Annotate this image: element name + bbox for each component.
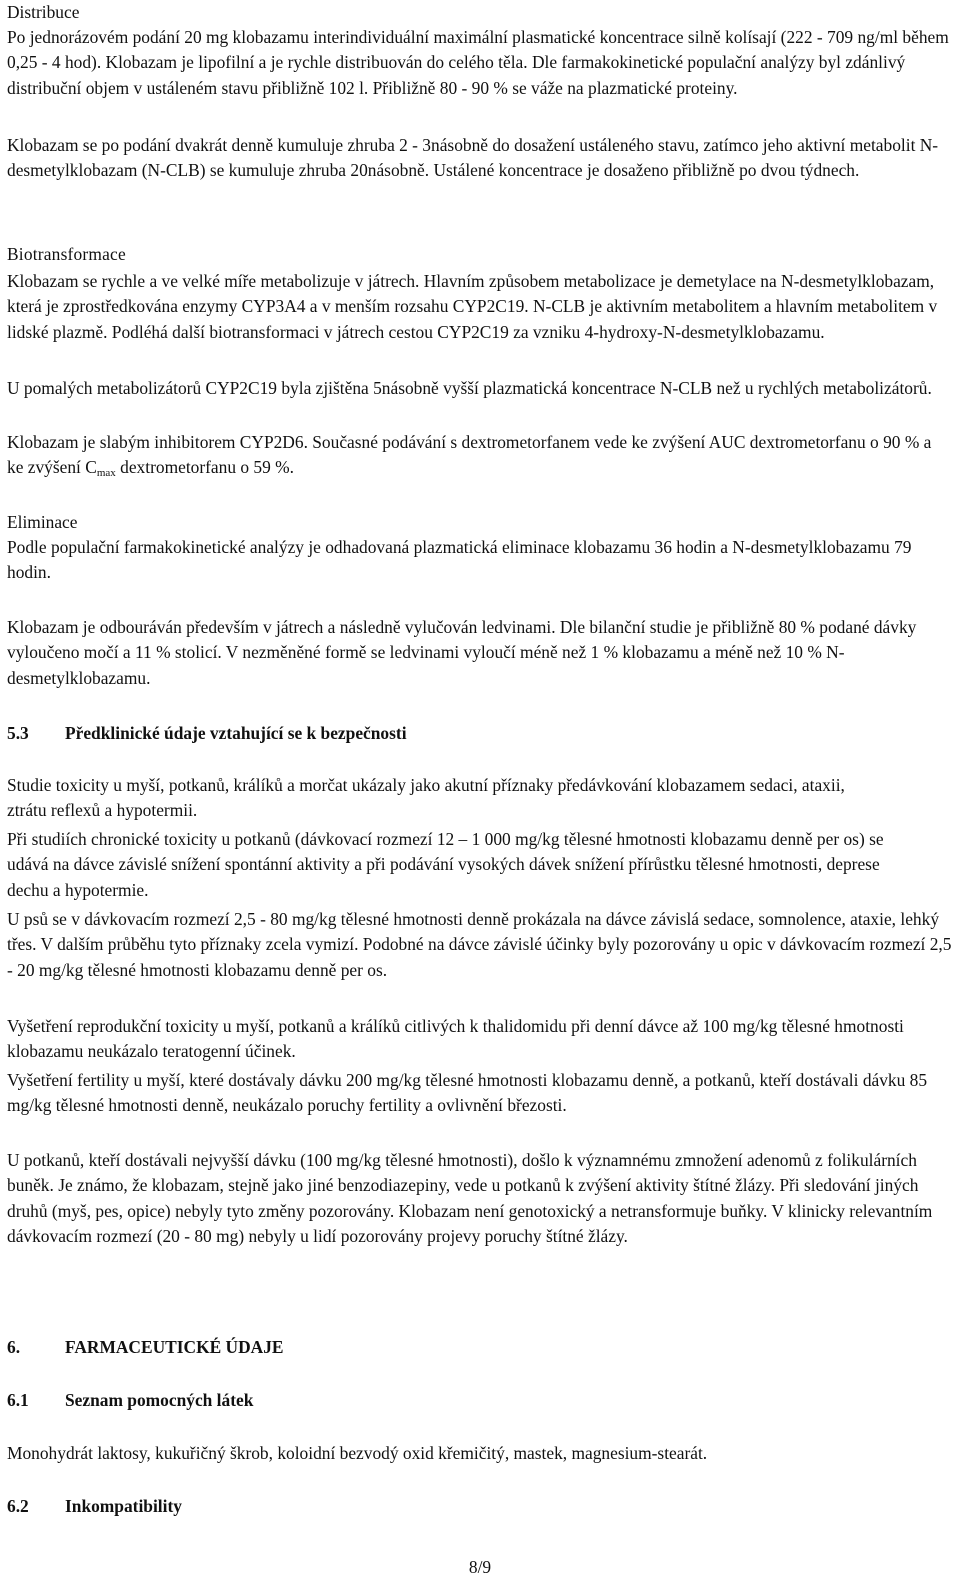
biotransformation-paragraph-2: U pomalých metabolizátorů CYP2C19 byla zjištěna 5násobně vyšší plazmatická koncentrace N-CLB než u rychlých metabolizátorů. bbox=[7, 378, 932, 398]
biotransformation-paragraph-3 bbox=[7, 430, 947, 481]
distribution-paragraph-2: Klobazam se po podání dvakrát denně kumuluje zhruba 2 - 3násobně do dosažení ustáleného stavu, zatímco jeho aktivní metabolit N-desmetylklobazam (N-CLB) se kumuluje zhruba 20násobně. Ustálené koncentrace je dosaženo přibližně po dvou týdnech. bbox=[7, 135, 939, 181]
section-number: 6.2 bbox=[7, 1496, 29, 1516]
biotransformation-paragraph-1: Klobazam se rychle a ve velké míře metabolizuje v játrech. Hlavním způsobem metabolizace je demetylace na N-desmetylklobazam, která je zprostředkována enzymy CYP3A4 a v menším rozsahu CYP2C19. N-CLB je aktivním metabolitem a hlavním metabolitem v lidské plazmě. Podléhá další biotransformaci v játrech cestou CYP2C19 za vzniku 4-hydroxy-N-desmetylklobazamu. bbox=[7, 271, 938, 342]
excipients-paragraph: Monohydrát laktosy, kukuřičný škrob, koloidní bezvodý oxid křemičitý, mastek, magnesium-stearát. bbox=[7, 1443, 708, 1463]
preclinical-paragraph-3: U psů se v dávkovacím rozmezí 2,5 - 80 mg/kg tělesné hmotnosti denně prokázala na dávce závislá sedace, somnolence, ataxie, lehký třes. V dalším průběhu tyto příznaky zcela vymizí. Podobné na dávce závislé účinky byly pozorovány u opic v dávkovacím rozmezí 2,5 - 20 mg/kg tělesné hmotnosti klobazamu denně per os. bbox=[7, 909, 952, 980]
section-5-3-heading bbox=[7, 721, 407, 746]
preclinical-paragraph-6: U potkanů, kteří dostávali nejvyšší dávku (100 mg/kg tělesné hmotnosti), došlo k významnému zmnožení adenomů z folikulárních buněk. Je známo, že klobazam, stejně jako jiné benzodiazepiny, vede u potkanů k zvýšení aktivity štítné žlázy. Při sledování jiných druhů (myš, pes, opice) nebyly tyto změny pozorovány. Klobazam není genotoxický a netransformuje buňky. V klinicky relevantním dávkovacím rozmezí (20 - 80 mg) nebyly u lidí pozorovány projevy poruchy štítné žlázy. bbox=[7, 1150, 933, 1246]
preclinical-paragraph-4: Vyšetření reprodukční toxicity u myší, potkanů a králíků citlivých k thalidomidu při denní dávce až 100 mg/kg tělesné hmotnosti klobazamu neukázalo teratogenní účinek. bbox=[7, 1016, 904, 1062]
section-6-heading bbox=[7, 1335, 284, 1360]
section-title: FARMACEUTICKÉ ÚDAJE bbox=[65, 1337, 284, 1357]
preclinical-paragraph-1: Studie toxicity u myší, potkanů, králíků a morčat ukázaly jako akutní příznaky předávkování klobazamem sedaci, ataxii, ztrátu reflexů a hypotermii. bbox=[7, 775, 845, 821]
elimination-paragraph-1: Podle populační farmakokinetické analýzy je odhadovaná plazmatická eliminace klobazamu 36 hodin a N-desmetylklobazamu 79 hodin. bbox=[7, 537, 912, 583]
elimination-heading: Eliminace bbox=[7, 512, 78, 532]
section-title: Seznam pomocných látek bbox=[65, 1390, 254, 1410]
section-title: Předklinické údaje vztahující se k bezpečnosti bbox=[65, 723, 407, 743]
biotransformation-paragraph-3-text-a: Klobazam je slabým inhibitorem CYP2D6. Současné podávání s dextrometorfanem vede ke zvýšení AUC dextrometorfanu o 90 % a ke zvýšení C bbox=[7, 432, 932, 478]
section-number: 6.1 bbox=[7, 1390, 29, 1410]
distribution-paragraph-1: Po jednorázovém podání 20 mg klobazamu interindividuální maximální plasmatické koncentrace silně kolísají (222 - 709 ng/ml během 0,25 - 4 hod). Klobazam je lipofilní a je rychle distribuován do celého těla. Dle farmakokinetické populační analýzy byl zdánlivý distribuční objem v ustáleném stavu přibližně 102 l. Přibližně 80 - 90 % se váže na plazmatické proteiny. bbox=[7, 27, 949, 98]
preclinical-paragraph-2: Při studiích chronické toxicity u potkanů (dávkovací rozmezí 12 – 1 000 mg/kg tělesné hmotnosti klobazamu denně per os) se udává na dávce závislé snížení spontánní aktivity a při podávání vysokých dávek snížení přírůstku tělesné hmotnosti, deprese dechu a hypotermie. bbox=[7, 829, 884, 900]
section-6-2-heading bbox=[7, 1494, 182, 1519]
section-title: Inkompatibility bbox=[65, 1496, 182, 1516]
distribution-heading: Distribuce bbox=[7, 2, 80, 22]
section-6-1-heading bbox=[7, 1388, 253, 1413]
preclinical-paragraph-5: Vyšetření fertility u myší, které dostávaly dávku 200 mg/kg tělesné hmotnosti klobazamu denně, a potkanů, kteří dostávali dávku 85 mg/kg tělesné hmotnosti denně, neukázalo poruchy fertility a ovlivnění březosti. bbox=[7, 1070, 928, 1116]
biotransformation-heading: Biotransformace bbox=[7, 244, 126, 264]
cmax-subscript: max bbox=[96, 467, 116, 480]
page-number: 8/9 bbox=[468, 1557, 492, 1577]
biotransformation-paragraph-3-text-b: dextrometorfanu o 59 %. bbox=[115, 457, 294, 478]
elimination-paragraph-2: Klobazam je odbouráván především v játrech a následně vylučován ledvinami. Dle bilanční studie je přibližně 80 % podané dávky vyloučeno močí a 11 % stolicí. V nezměněné formě se ledvinami vyloučí méně než 1 % klobazamu a méně než 10 % N-desmetylklobazamu. bbox=[7, 617, 917, 688]
section-number: 6. bbox=[7, 1337, 21, 1357]
section-number: 5.3 bbox=[7, 723, 29, 743]
